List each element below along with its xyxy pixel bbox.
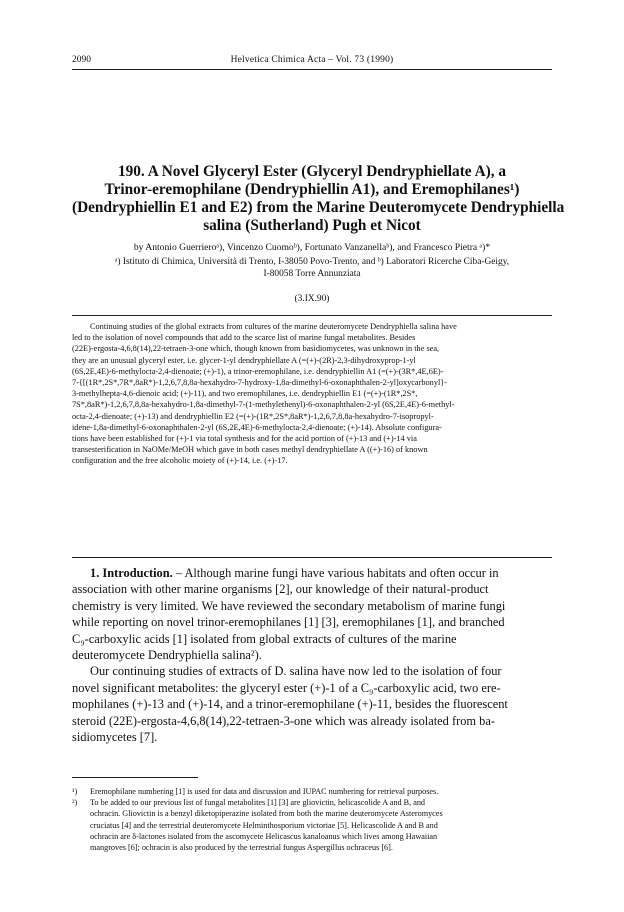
title-line: 190. A Novel Glyceryl Ester (Glyceryl Dendryphiellate A), a [117, 163, 507, 180]
footnote-line: cruciatus [4] and the terrestrial deuteromycete Helminthosporium victoriae [5]. Helicascolide A and B and [90, 820, 438, 830]
abstract-line: 7-{[(1R*,2S*,7R*,8aR*)-1,2,6,7,8,8a-hexahydro-7-hydroxy-1,8a-dimethyl-6-oxonaphthalen-2-yl]oxycarbonyl}- [72, 378, 448, 388]
journal-title: Helvetica Chimica Acta – Vol. 73 (1990) [230, 55, 394, 65]
body-line: steroid (22E)-ergosta-4,6,8(14),22-tetraen-3-one which was already isolated from ba- [72, 713, 495, 728]
footnote-line: ochracin. Gliovictin is a benzyl diketopiperazine isolated from both the marine deuteromycete Asteromyces [90, 809, 443, 819]
body-line: novel significant metabolites: the glyceryl ester (+)-1 of a C₉-carboxylic acid, two ere- [72, 680, 501, 695]
abstract-line: idene-1,8a-dimethyl-6-oxonaphthalen-2-yl (6S,2E,4E)-6-methylocta-2,4-dienoate; (+)-14). Absolute configura- [72, 422, 442, 432]
footnote-rule [72, 777, 198, 778]
abstract-line: 3-methylhepta-4,6-dienoic acid; (+)-11), and two eremophilanes, i.e. dendryphiellin E1 (=(+)-(1R*,2S*, [72, 389, 418, 399]
abstract-line: led to the isolation of novel compounds that add to the scarce list of marine fungal metabolites. Besides [72, 333, 416, 343]
body-line: deuteromycete Dendryphiella salina²). [72, 648, 262, 663]
footnote-line: ochracin are δ-lactones isolated from the ascomycete Helicascus kanaloanus which lives among Hawaiian [90, 831, 438, 841]
abstract-line: 7S*,8aR*)-1,2,6,7,8,8a-hexahydro-1,8a-dimethyl-7-(1-methylethenyl)-6-oxonaphthalen-2-yl (6S,2E,4E)-6-methyl- [72, 400, 455, 410]
footnote-line: ²) To be added to our previous list of fungal metabolites [1] [3] are gliovictin, helicascolide A and B, and [72, 798, 426, 808]
abstract-top-rule [72, 315, 552, 316]
running-header [72, 55, 552, 69]
body-line: 1. Introduction. – Although marine fungi have various habitats and often occur in [90, 566, 499, 580]
body-line: chemistry is very limited. We have reviewed the secondary metabolism of marine fungi [72, 598, 506, 613]
section-heading: 1. Introduction. [90, 566, 173, 580]
body-line: sidiomycetes [7]. [72, 730, 158, 745]
title-line: (Dendryphiellin E1 and E2) from the Marine Deuteromycete Dendryphiella [72, 199, 565, 216]
abstract-line: they are an unusual glyceryl ester, i.e. glycer-1-yl dendryphiellate A (=(+)-(2R)-2,3-dihydroxyprop-1-yl [72, 355, 416, 365]
abstract-line: Continuing studies of the global extracts from cultures of the marine deuteromycete Dendryphiella salina have [90, 322, 457, 331]
body-line: while reporting on novel trinor-eremophilanes [1] [3], eremophilanes [1], and branched [72, 615, 505, 630]
affiliation-line: ᵃ) Istituto di Chimica, Università di Trento, I-38050 Povo-Trento, and ᵇ) Laboratori Ricerche Ciba-Geigy, [114, 257, 510, 267]
footnotes [72, 786, 552, 853]
abstract-line: octa-2,4-dienoate; (+)-13) and dendryphiellin E2 (=(+)-(1R*,2S*,8aR*)-1,2,6,7,8,8a-hexahydro-7-isopropyl- [72, 411, 434, 421]
abstract-line: configuration and the free alcoholic moiety of (+)-14, i.e. (+)-17. [72, 456, 288, 466]
body-line: association with other marine organisms [2], our knowledge of their natural-product [72, 582, 489, 597]
received-date: (3.IX.90) [294, 294, 330, 304]
abstract-bottom-rule [72, 557, 552, 558]
affiliations [72, 256, 552, 280]
author-list: by Antonio Guerrieroᵃ), Vincenzo Cuomoᵇ), Fortunato Vanzanellaᵇ), and Francesco Pietra ᵃ)* [133, 242, 491, 253]
footnote-line: mangroves [6]; ochracin is also produced by the terrestrial fungus Aspergillus ochraceus [6]. [90, 843, 393, 853]
article-title [72, 163, 565, 235]
title-line: Trinor-eremophilane (Dendryphiellin A1), and Eremophilanes¹) [104, 181, 520, 198]
header-rule [72, 69, 552, 70]
body-line: C₉-carboxylic acids [1] isolated from global extracts of cultures of the marine [72, 631, 457, 646]
abstract-line: (6S,2E,4E)-6-methylocta-2,4-dienoate; (+)-1), a trinor-eremophilane, i.e. dendryphiellin A1 (=(+)-(3R*,4E,6E)- [72, 366, 444, 376]
body-line: Our continuing studies of extracts of D. salina have now led to the isolation of four [90, 664, 502, 679]
abstract-line: tions have been established for (+)-1 via total synthesis and for the acid portion of (+)-13 and (+)-14 via [72, 434, 417, 444]
title-line: salina (Sutherland) Pugh et Nicot [203, 217, 421, 234]
footnote-line: ¹) Eremophilane numbering [1] is used for data and discussion and IUPAC numbering for retrieval purposes. [72, 787, 439, 796]
body-line: mophilanes (+)-13 and (+)-14, and a trinor-eremophilane (+)-11, besides the fluorescent [72, 697, 508, 712]
body-text [72, 565, 552, 745]
abstract-line: (22E)-ergosta-4,6,8(14),22-tetraen-3-one which, though known from basidiomycetes, was unknown in the sea, [72, 344, 440, 354]
page-number: 2090 [72, 55, 91, 65]
abstract-line: transesterification in NaOMe/MeOH which gave in both cases methyl dendryphiellate A ((+)-16) of known [72, 445, 428, 455]
affiliation-line: I-80058 Torre Annunziata [263, 269, 361, 279]
abstract [72, 321, 552, 467]
